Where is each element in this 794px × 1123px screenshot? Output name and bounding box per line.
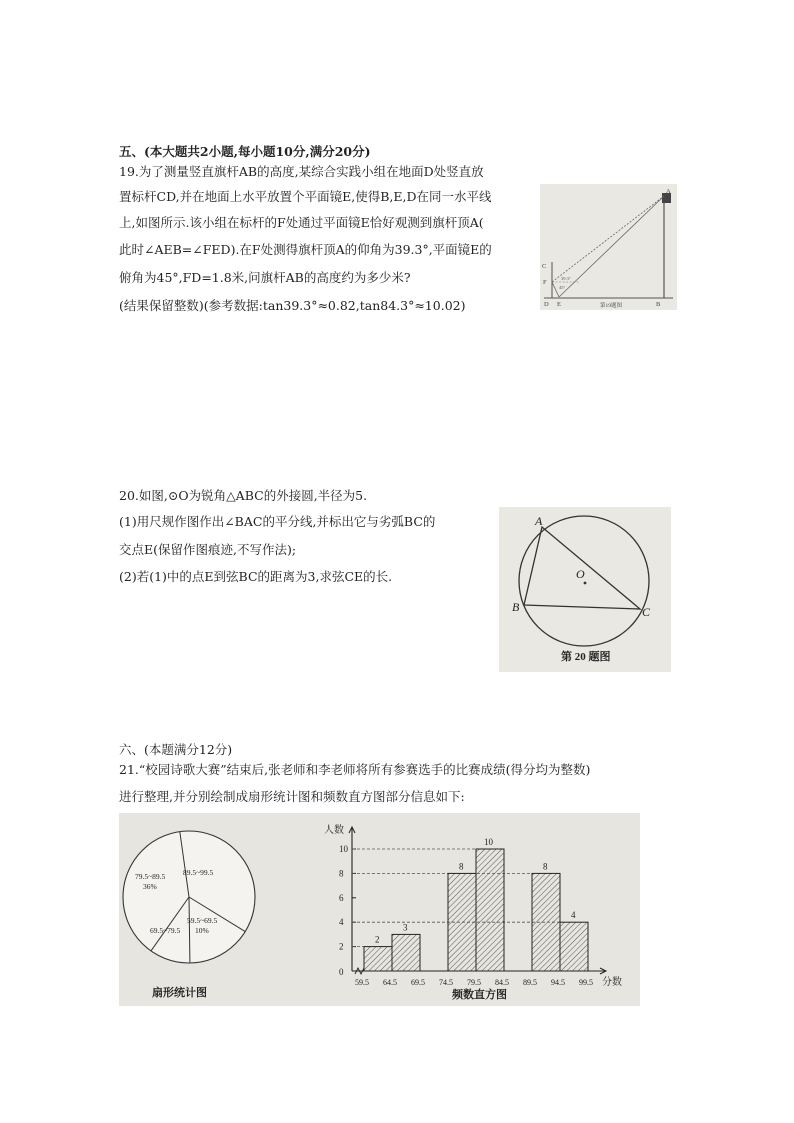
histogram-bar (364, 947, 392, 971)
pie-slice-label: 69.5~79.5 (150, 926, 181, 935)
bar-value-label: 10 (484, 837, 493, 847)
label-e: E (557, 301, 561, 308)
x-tick-label: 89.5 (523, 978, 537, 987)
q19-figure (540, 184, 677, 310)
q20-line-3: 交点E(保留作图痕迹,不写作法); (119, 542, 297, 557)
angle-label-2: 45° (559, 285, 566, 290)
q21-figure (119, 813, 640, 1006)
q21-line-1: 21.“校园诗歌大赛”结束后,张老师和李老师将所有参赛选手的比赛成绩(得分均为整数) (119, 762, 591, 777)
pie-slice-label: 89.5~99.5 (183, 868, 214, 877)
histogram-bar (560, 922, 588, 971)
q19-line-4: 此时∠AEB=∠FED).在F处测得旗杆顶A的仰角为39.3°,平面镜E的 (119, 242, 492, 257)
label-a: A (535, 514, 543, 528)
y-tick-label: 2 (339, 941, 344, 952)
pie-slice-percent: 10% (195, 926, 209, 935)
label-d: D (544, 301, 549, 308)
sight-line-fe (552, 282, 559, 297)
x-tick-label: 59.5 (355, 978, 369, 987)
q19-line-5: 俯角为45°,FD=1.8米,问旗杆AB的高度约为多少米? (119, 270, 411, 285)
bar-value-label: 4 (571, 910, 576, 921)
q21-charts (119, 813, 640, 1006)
label-o: O (576, 567, 585, 581)
pie-chart (123, 831, 255, 963)
section5-header: 五、(本大题共2小题,每小题10分,满分20分) (119, 144, 371, 159)
y-tick-label: 4 (339, 917, 344, 928)
section6-header: 六、(本题满分12分) (119, 742, 233, 757)
q21-line-2: 进行整理,并分别绘制成扇形统计图和频数直方图部分信息如下: (119, 789, 465, 804)
pie-slice-percent: 36% (143, 882, 157, 891)
x-tick-label: 79.5 (467, 978, 481, 987)
angle-label-1: 39.3° (561, 276, 571, 281)
center-point-o (584, 582, 587, 585)
histogram-bar (476, 849, 504, 971)
q19-line-6: (结果保留整数)(参考数据:tan39.3°≈0.82,tan84.3°≈10.02) (119, 298, 466, 313)
x-tick-label: 69.5 (411, 978, 425, 987)
histogram-bar (532, 873, 560, 971)
origin-label: 0 (339, 967, 344, 977)
q19-diagram (540, 184, 677, 310)
x-tick-label: 99.5 (579, 978, 593, 987)
q19-caption: 第19题图 (600, 303, 623, 309)
q20-caption: 第 20 题图 (561, 651, 611, 663)
x-tick-label: 74.5 (439, 978, 453, 987)
axis-break-mark (355, 968, 364, 974)
pie-slice-label: 79.5~89.5 (135, 872, 166, 881)
q19-line-1: 19.为了测量竖直旗杆AB的高度,某综合实践小组在地面D处竖直放 (119, 164, 484, 179)
bar-value-label: 8 (459, 861, 464, 872)
y-axis-label: 人数 (324, 825, 344, 836)
y-tick-label: 6 (339, 892, 344, 903)
histogram-bar (392, 934, 420, 971)
circumcircle-o (519, 516, 649, 646)
label-b: B (512, 600, 520, 614)
label-b: B (656, 301, 661, 308)
y-tick-label: 8 (339, 868, 344, 879)
x-tick-label: 64.5 (383, 978, 397, 987)
pie-slice-label: 59.5~69.5 (187, 916, 218, 925)
label-c: C (642, 605, 651, 619)
bar-value-label: 8 (543, 861, 548, 872)
x-tick-label: 84.5 (495, 978, 509, 987)
histogram-bar (448, 873, 476, 971)
q20-line-2: (1)用尺规作图作出∠BAC的平分线,并标出它与劣弧BC的 (119, 514, 436, 529)
x-axis-label: 分数 (602, 977, 622, 988)
pie-title: 扇形统计图 (152, 987, 207, 999)
q19-line-3: 上,如图所示.该小组在标杆的F处通过平面镜E恰好观测到旗杆顶A( (119, 215, 484, 230)
label-a: A (666, 188, 671, 195)
label-f: F (543, 279, 547, 286)
histogram-title: 频数直方图 (452, 989, 507, 1001)
q19-line-2: 置标杆CD,并在地面上水平放置个平面镜E,使得B,E,D在同一水平线 (119, 189, 492, 204)
q20-figure (499, 507, 671, 672)
q20-diagram (499, 507, 671, 672)
q20-line-1: 20.如图,⊙O为锐角△ABC的外接圆,半径为5. (119, 488, 368, 503)
sight-line-fa (552, 196, 664, 282)
bar-value-label: 3 (403, 922, 408, 933)
label-c: C (542, 263, 547, 270)
x-tick-label: 94.5 (551, 978, 565, 987)
histogram-chart (324, 823, 622, 1001)
bar-value-label: 2 (375, 934, 380, 945)
q20-line-4: (2)若(1)中的点E到弦BC的距离为3,求弦CE的长. (119, 569, 393, 584)
y-tick-label: 10 (339, 844, 348, 854)
